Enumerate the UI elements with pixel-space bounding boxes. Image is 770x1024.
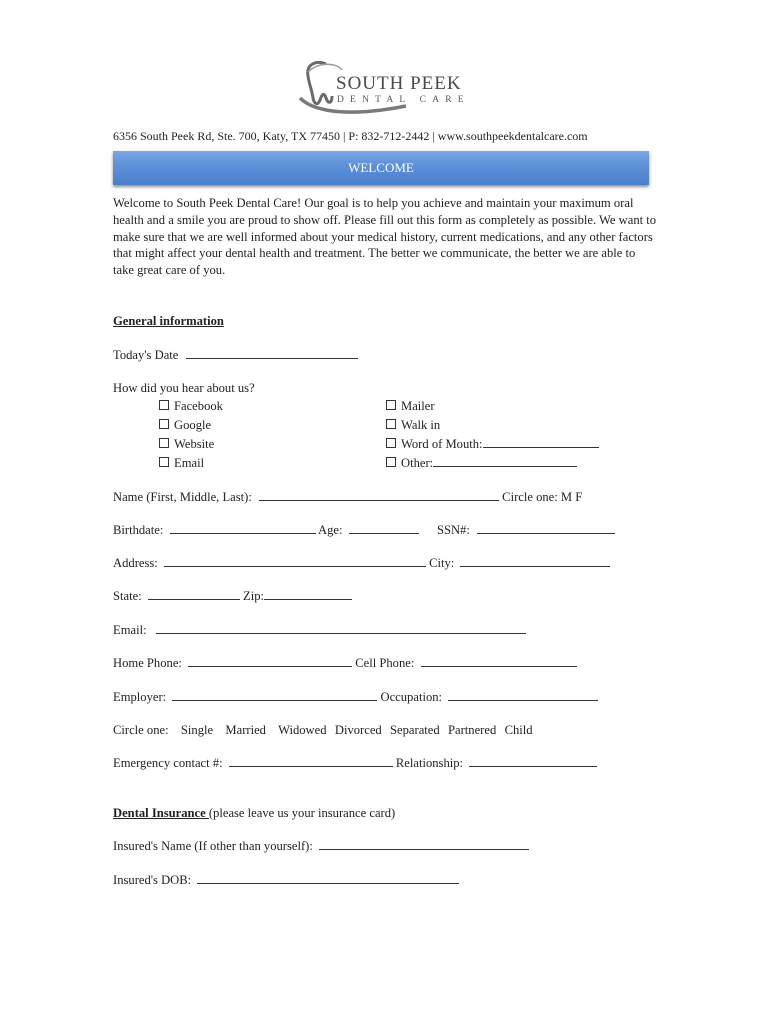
insurance-heading: Dental Insurance	[113, 806, 209, 820]
marital-option-partnered[interactable]: Partnered	[447, 723, 497, 737]
logo-subtitle: DENTAL CARE	[337, 95, 470, 105]
state-label: State:	[113, 589, 142, 603]
emergency-contact-label: Emergency contact #:	[113, 756, 223, 770]
employer-row	[113, 689, 598, 705]
city-field[interactable]	[460, 555, 610, 567]
marital-option-separated[interactable]: Separated	[390, 723, 440, 737]
checkbox[interactable]	[159, 419, 169, 429]
relationship-label: Relationship:	[395, 756, 464, 770]
option-label: Facebook	[174, 399, 223, 413]
marital-option-single[interactable]: Single	[180, 723, 214, 737]
checkbox[interactable]	[159, 457, 169, 467]
city-label: City:	[429, 556, 455, 570]
option-email[interactable]	[159, 455, 204, 471]
name-field[interactable]	[259, 489, 499, 501]
option-other[interactable]	[386, 455, 577, 471]
gender-circle-one[interactable]: Circle one: M F	[502, 490, 583, 504]
banner-title: WELCOME	[348, 160, 414, 175]
emergency-contact-row	[113, 755, 597, 771]
option-label: Website	[174, 437, 215, 451]
age-label: Age:	[318, 523, 343, 537]
birthdate-row	[113, 522, 615, 538]
welcome-banner	[113, 151, 649, 185]
checkbox[interactable]	[159, 400, 169, 410]
option-google[interactable]	[159, 417, 211, 433]
email-label: Email:	[113, 623, 147, 637]
todays-date-label: Today's Date	[113, 348, 179, 362]
option-label: Walk in	[401, 418, 441, 432]
checkbox[interactable]	[386, 438, 396, 448]
practice-contact-line: 6356 South Peek Rd, Ste. 700, Katy, TX 77450 | P: 832-712-2442 | www.southpeekdentalcare.com	[113, 129, 588, 143]
insured-dob-label: Insured's DOB:	[113, 873, 192, 887]
option-walk-in[interactable]	[386, 417, 440, 433]
marital-option-divorced[interactable]: Divorced	[334, 723, 382, 737]
option-facebook[interactable]	[159, 398, 223, 414]
cell-phone-field[interactable]	[421, 655, 577, 667]
insured-dob-row	[113, 872, 459, 888]
address-row	[113, 555, 610, 571]
logo-name: SOUTH PEEK	[336, 73, 462, 94]
state-zip-row	[113, 588, 352, 604]
marital-status-row	[113, 722, 533, 738]
word-of-mouth-field[interactable]	[483, 436, 599, 448]
option-label: Google	[174, 418, 212, 432]
option-website[interactable]	[159, 436, 214, 452]
employer-label: Employer:	[113, 690, 167, 704]
marital-option-widowed[interactable]: Widowed	[278, 723, 327, 737]
name-row	[113, 489, 582, 505]
hear-about-label: How did you hear about us?	[113, 381, 255, 395]
option-mailer[interactable]	[386, 398, 435, 414]
option-label: Mailer	[401, 399, 435, 413]
state-field[interactable]	[148, 588, 240, 600]
ssn-field[interactable]	[477, 522, 615, 534]
birthdate-field[interactable]	[170, 522, 316, 534]
practice-logo	[296, 58, 486, 116]
checkbox[interactable]	[386, 400, 396, 410]
general-info-heading: General information	[113, 314, 224, 328]
ssn-label: SSN#:	[436, 523, 470, 537]
occupation-label: Occupation:	[380, 690, 443, 704]
address-label: Address:	[113, 556, 158, 570]
relationship-field[interactable]	[469, 755, 597, 767]
todays-date-row	[113, 347, 358, 363]
insurance-heading-note: (please leave us your insurance card)	[208, 806, 396, 820]
checkbox[interactable]	[386, 457, 396, 467]
todays-date-field[interactable]	[186, 347, 358, 359]
insured-dob-field[interactable]	[197, 872, 459, 884]
address-field[interactable]	[164, 555, 426, 567]
email-field[interactable]	[156, 622, 526, 634]
marital-circle-one-label: Circle one:	[113, 723, 169, 737]
occupation-field[interactable]	[448, 689, 598, 701]
emergency-contact-field[interactable]	[229, 755, 393, 767]
age-field[interactable]	[349, 522, 419, 534]
email-row	[113, 622, 526, 638]
option-word-of-mouth[interactable]	[386, 436, 599, 452]
cell-phone-label: Cell Phone:	[355, 656, 415, 670]
zip-field[interactable]	[264, 588, 352, 600]
insurance-heading-row	[113, 805, 395, 821]
insured-name-label: Insured's Name (If other than yourself):	[113, 839, 313, 853]
marital-option-child[interactable]: Child	[504, 723, 533, 737]
home-phone-field[interactable]	[188, 655, 352, 667]
home-phone-label: Home Phone:	[113, 656, 182, 670]
intro-paragraph: Welcome to South Peek Dental Care! Our goal is to help you achieve and maintain your maximum oral health and a smile you are proud to show off. Please fill out this form as completely as possible. We want to make sure that we are well informed about your medical history, current medications, and any other factors that might affect your dental health and treatment. The better we communicate, the better we are able to take great care of you.	[113, 196, 657, 278]
birthdate-label: Birthdate:	[113, 523, 164, 537]
name-label: Name (First, Middle, Last):	[113, 490, 252, 504]
employer-field[interactable]	[172, 689, 377, 701]
marital-option-married[interactable]: Married	[225, 723, 266, 737]
insured-name-field[interactable]	[319, 838, 529, 850]
phone-row	[113, 655, 577, 671]
checkbox[interactable]	[386, 419, 396, 429]
zip-label: Zip:	[243, 589, 264, 603]
option-label: Word of Mouth:	[401, 437, 483, 451]
option-label: Other:	[401, 456, 434, 470]
option-label: Email	[174, 456, 205, 470]
checkbox[interactable]	[159, 438, 169, 448]
other-field[interactable]	[433, 455, 577, 467]
insured-name-row	[113, 838, 529, 854]
